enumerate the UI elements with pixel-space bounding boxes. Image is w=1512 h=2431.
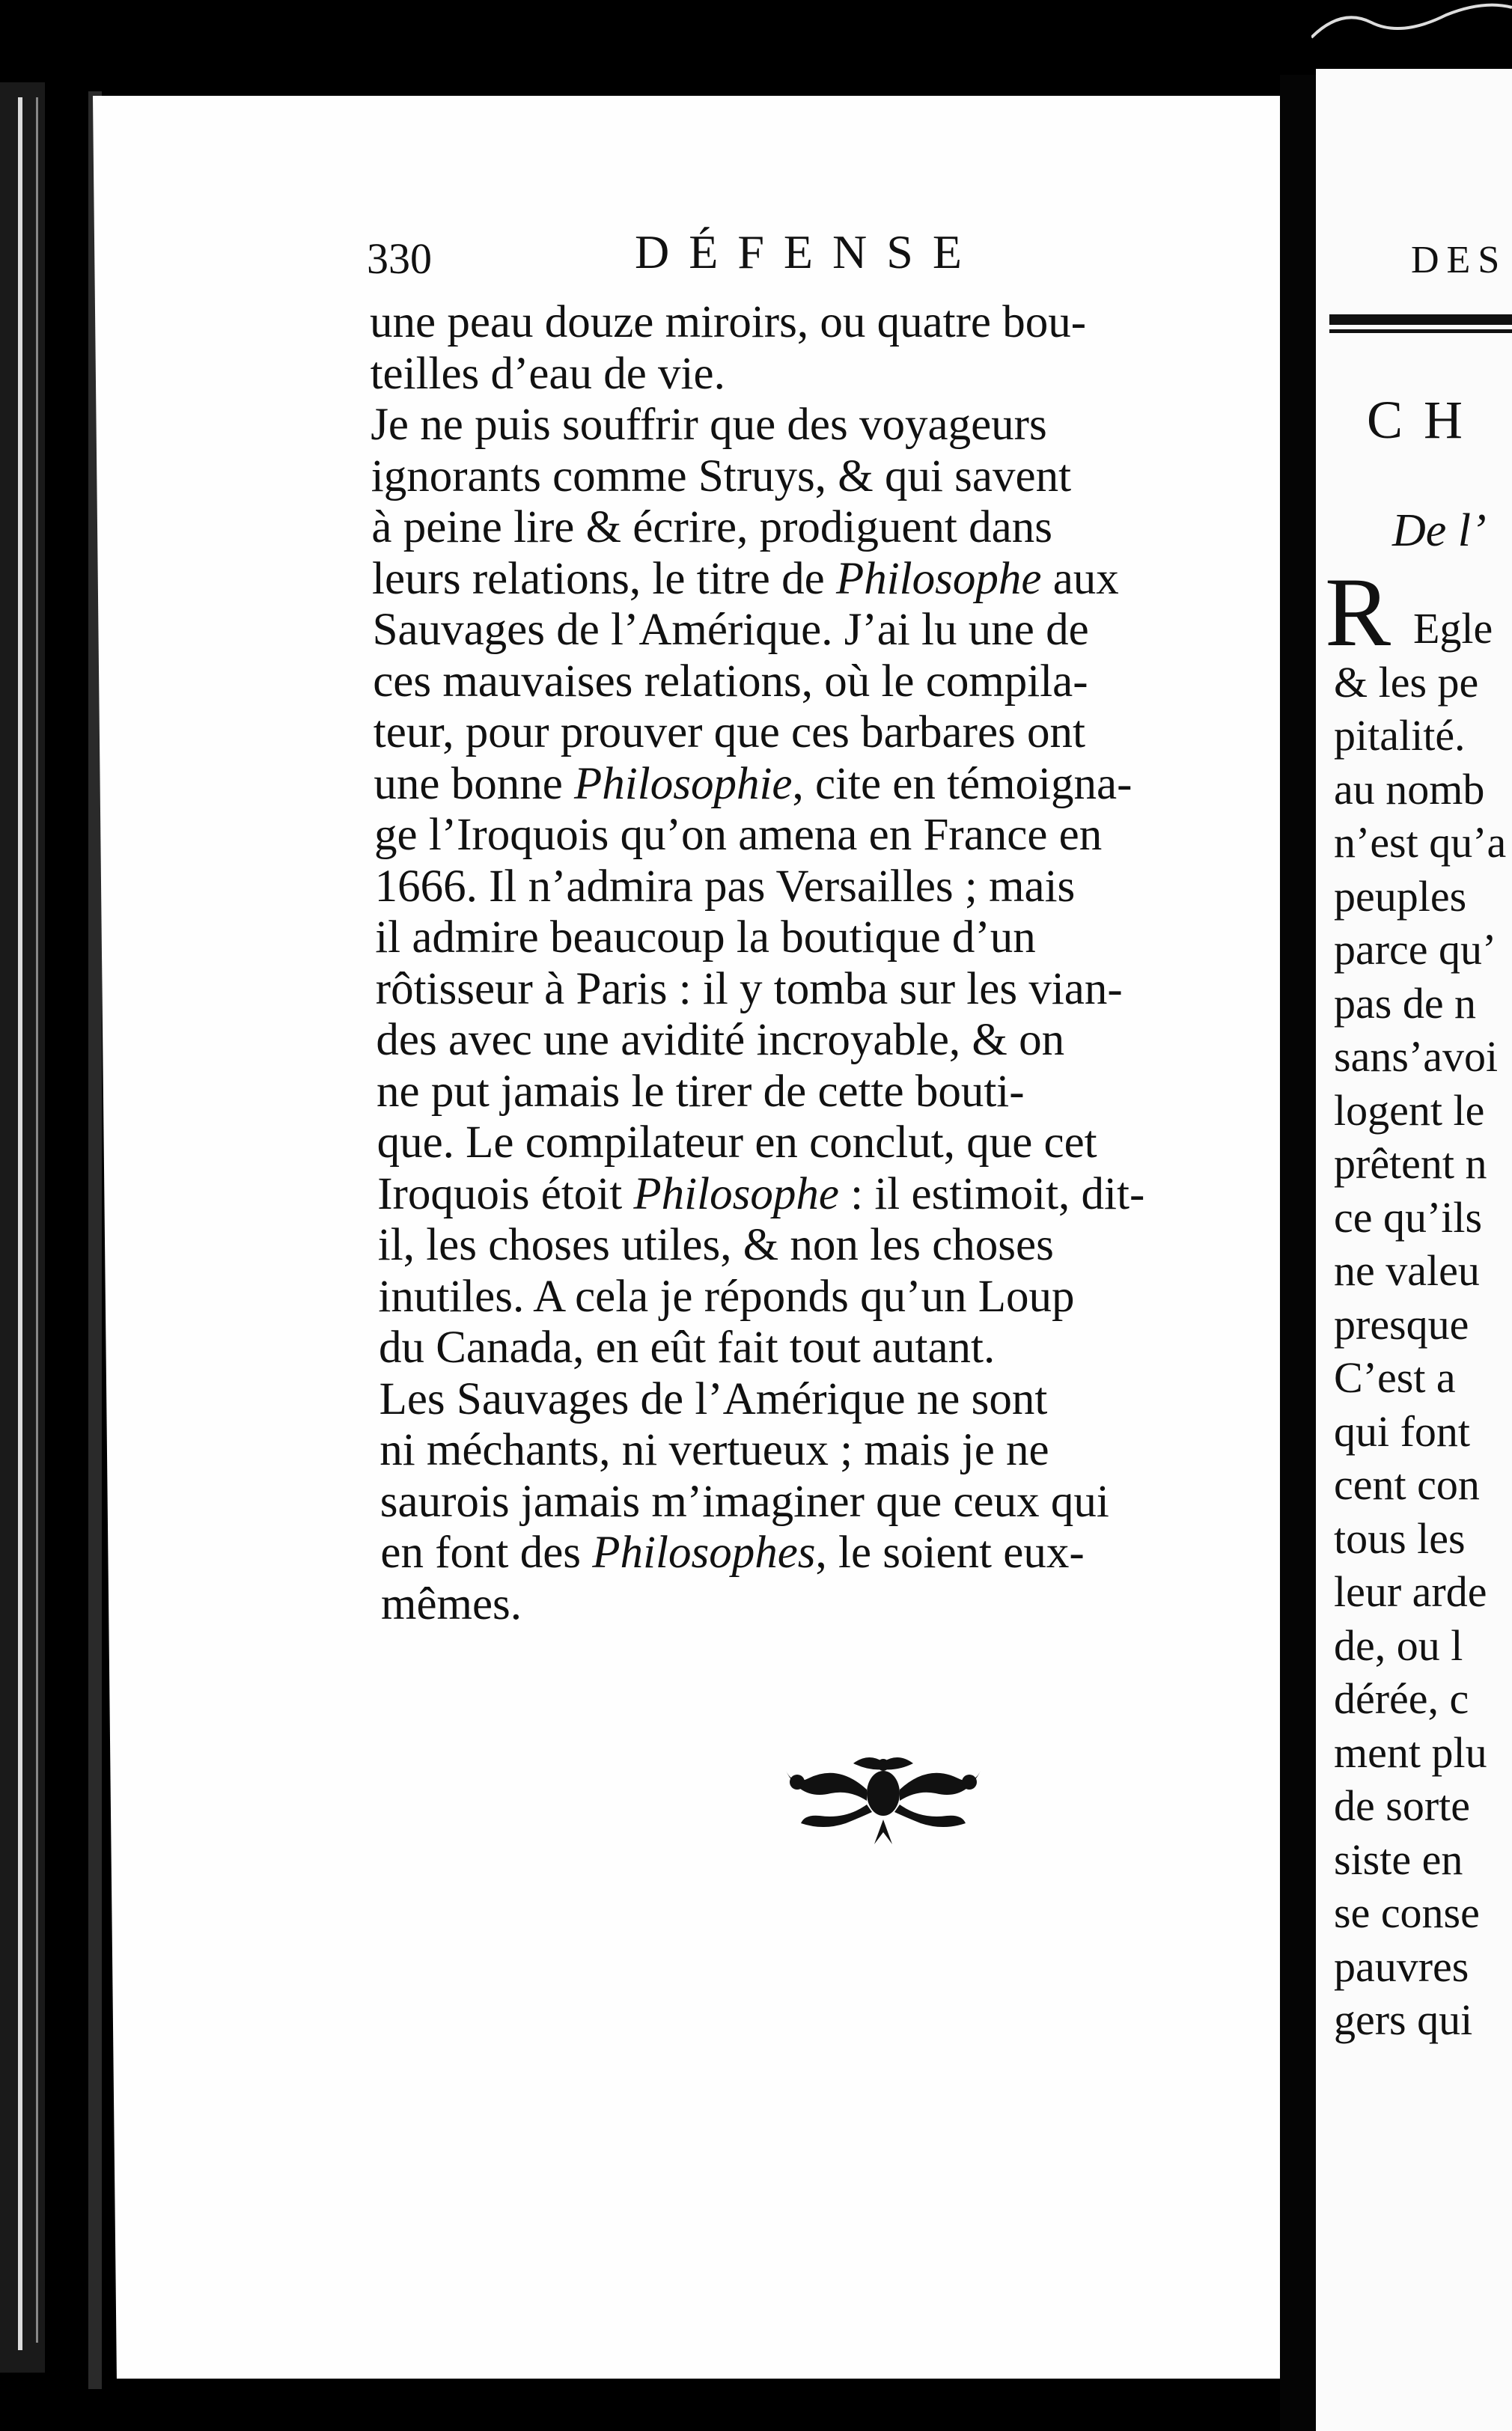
text-segment: mêmes. <box>381 1579 522 1629</box>
text-segment: une peau douze miroirs, ou quatre bou- <box>370 297 1087 347</box>
text-line: qui font <box>1334 1406 1471 1456</box>
text-line <box>381 1580 522 1629</box>
text-segment: une bonne <box>374 758 575 809</box>
text-segment: il, les choses utiles, & non les choses <box>377 1220 1054 1270</box>
chapter-heading: CH <box>1367 390 1484 450</box>
text-line <box>380 1528 1084 1578</box>
text-segment: Les Sauvages de l’Amérique ne sont <box>379 1373 1048 1424</box>
text-line: pauvres <box>1334 1942 1469 1991</box>
text-segment: à peine lire & écrire, prodiguent dans <box>371 502 1052 552</box>
text-line <box>379 1323 995 1373</box>
text-line <box>378 1272 1074 1322</box>
page-number: 330 <box>367 234 432 283</box>
text-segment: que. Le compilateur en conclut, que cet <box>377 1117 1097 1168</box>
text-line <box>375 862 1076 912</box>
text-line: au nomb <box>1334 764 1485 814</box>
text-line: peuples <box>1334 871 1467 921</box>
text-line: n’est qu’a <box>1334 818 1507 867</box>
text-segment: il admire beaucoup la boutique d’un <box>375 912 1036 963</box>
running-head: DÉFENSE <box>635 225 981 278</box>
text-line <box>374 811 1102 860</box>
text-line <box>377 1118 1097 1168</box>
head-rule-thin <box>1329 329 1512 333</box>
head-rule-thick <box>1329 314 1512 325</box>
text-segment: Je ne puis souffrir que des voyageurs <box>371 400 1047 450</box>
binding-edge <box>0 82 45 2373</box>
text-line: pitalité. <box>1334 711 1466 760</box>
text-line: siste en <box>1334 1834 1463 1884</box>
text-segment: , le soient eux- <box>815 1528 1085 1578</box>
text-line <box>371 400 1047 450</box>
text-segment: , cite en témoigna- <box>792 758 1133 809</box>
text-line <box>372 555 1119 604</box>
text-line <box>371 350 725 399</box>
gutter <box>1280 75 1316 2431</box>
text-line <box>376 1016 1064 1065</box>
text-line <box>377 1067 1025 1117</box>
text-segment: : il estimoit, dit- <box>838 1168 1145 1219</box>
text-line: Egle <box>1413 604 1493 653</box>
text-segment: aux <box>1041 553 1119 604</box>
text-segment: du Canada, en eût fait tout autant. <box>379 1323 996 1373</box>
text-line: tous les <box>1334 1513 1466 1563</box>
text-segment: ge l’Iroquois qu’on amena en France en <box>374 810 1103 860</box>
text-line: gers qui <box>1334 1995 1473 2044</box>
text-segment: inutiles. A cela je réponds qu’un Loup <box>378 1271 1075 1322</box>
text-line <box>379 1375 1048 1424</box>
text-line <box>380 1477 1109 1527</box>
text-line <box>374 708 1085 757</box>
text-segment: ignorants comme Struys, & qui savent <box>371 451 1072 501</box>
text-line: presque <box>1334 1299 1469 1349</box>
italic-word: Philosophes <box>592 1528 816 1578</box>
corner-curl <box>1311 0 1512 45</box>
text-segment: teilles d’eau de vie. <box>370 348 725 399</box>
text-segment: des avec une avidité incroyable, & on <box>376 1015 1065 1065</box>
text-segment: ni méchants, ni vertueux ; mais je ne <box>379 1425 1049 1475</box>
text-line: leur arde <box>1334 1567 1487 1616</box>
binding-edge-line <box>36 97 38 2343</box>
text-segment: ne put jamais le tirer de cette bouti- <box>377 1066 1025 1117</box>
italic-word: Philosophe <box>633 1168 839 1219</box>
text-segment: Iroquois étoit <box>377 1168 634 1219</box>
text-line: sans’avoi <box>1334 1032 1499 1081</box>
text-segment: leurs relations, le titre de <box>372 553 836 604</box>
text-segment: Sauvages de l’Amérique. J’ai lu une de <box>372 605 1089 655</box>
text-line <box>375 913 1036 963</box>
text-line <box>377 1170 1144 1219</box>
text-line: C’est a <box>1334 1353 1456 1402</box>
binding-edge-highlight <box>18 97 22 2350</box>
text-line <box>373 657 1088 707</box>
text-line: & les pe <box>1334 657 1479 707</box>
text-line: de, ou l <box>1334 1620 1463 1670</box>
text-line: ne valeu <box>1334 1246 1480 1295</box>
fleuron-ornament <box>778 1748 988 1846</box>
text-line: cent con <box>1334 1460 1480 1509</box>
text-segment: rôtisseur à Paris : il y tomba sur les vian- <box>375 963 1123 1014</box>
text-line: de sorte <box>1334 1781 1470 1830</box>
text-line <box>378 1221 1054 1270</box>
text-line <box>373 606 1089 655</box>
text-line <box>371 452 1071 501</box>
text-segment: 1666. Il n’admira pas Versailles ; mais <box>374 861 1076 912</box>
text-line: pas de n <box>1334 978 1477 1028</box>
text-line: parce qu’ <box>1334 925 1497 974</box>
text-line: ment plu <box>1334 1727 1487 1777</box>
italic-word: Philosophie <box>574 758 793 809</box>
text-segment: saurois jamais m’imaginer que ceux qui <box>379 1476 1109 1527</box>
text-line: ce qu’ils <box>1334 1192 1483 1242</box>
text-line <box>379 1426 1049 1475</box>
text-line: prêtent n <box>1334 1139 1487 1188</box>
right-running-head: DES <box>1411 239 1508 281</box>
text-line <box>374 760 1132 809</box>
text-line <box>370 298 1086 347</box>
text-line <box>371 503 1052 552</box>
text-segment: ces mauvaises relations, où le compila- <box>373 656 1088 707</box>
text-line: logent le <box>1334 1085 1485 1135</box>
italic-word: Philosophe <box>835 553 1042 604</box>
text-segment: en font des <box>380 1528 593 1578</box>
text-segment: teur, pour prouver que ces barbares ont <box>373 707 1085 757</box>
drop-cap: R <box>1325 557 1391 667</box>
text-line <box>376 965 1123 1014</box>
text-line: dérée, c <box>1334 1674 1469 1723</box>
text-line: se conse <box>1334 1888 1480 1937</box>
chapter-subtitle: De l’ <box>1392 505 1487 556</box>
